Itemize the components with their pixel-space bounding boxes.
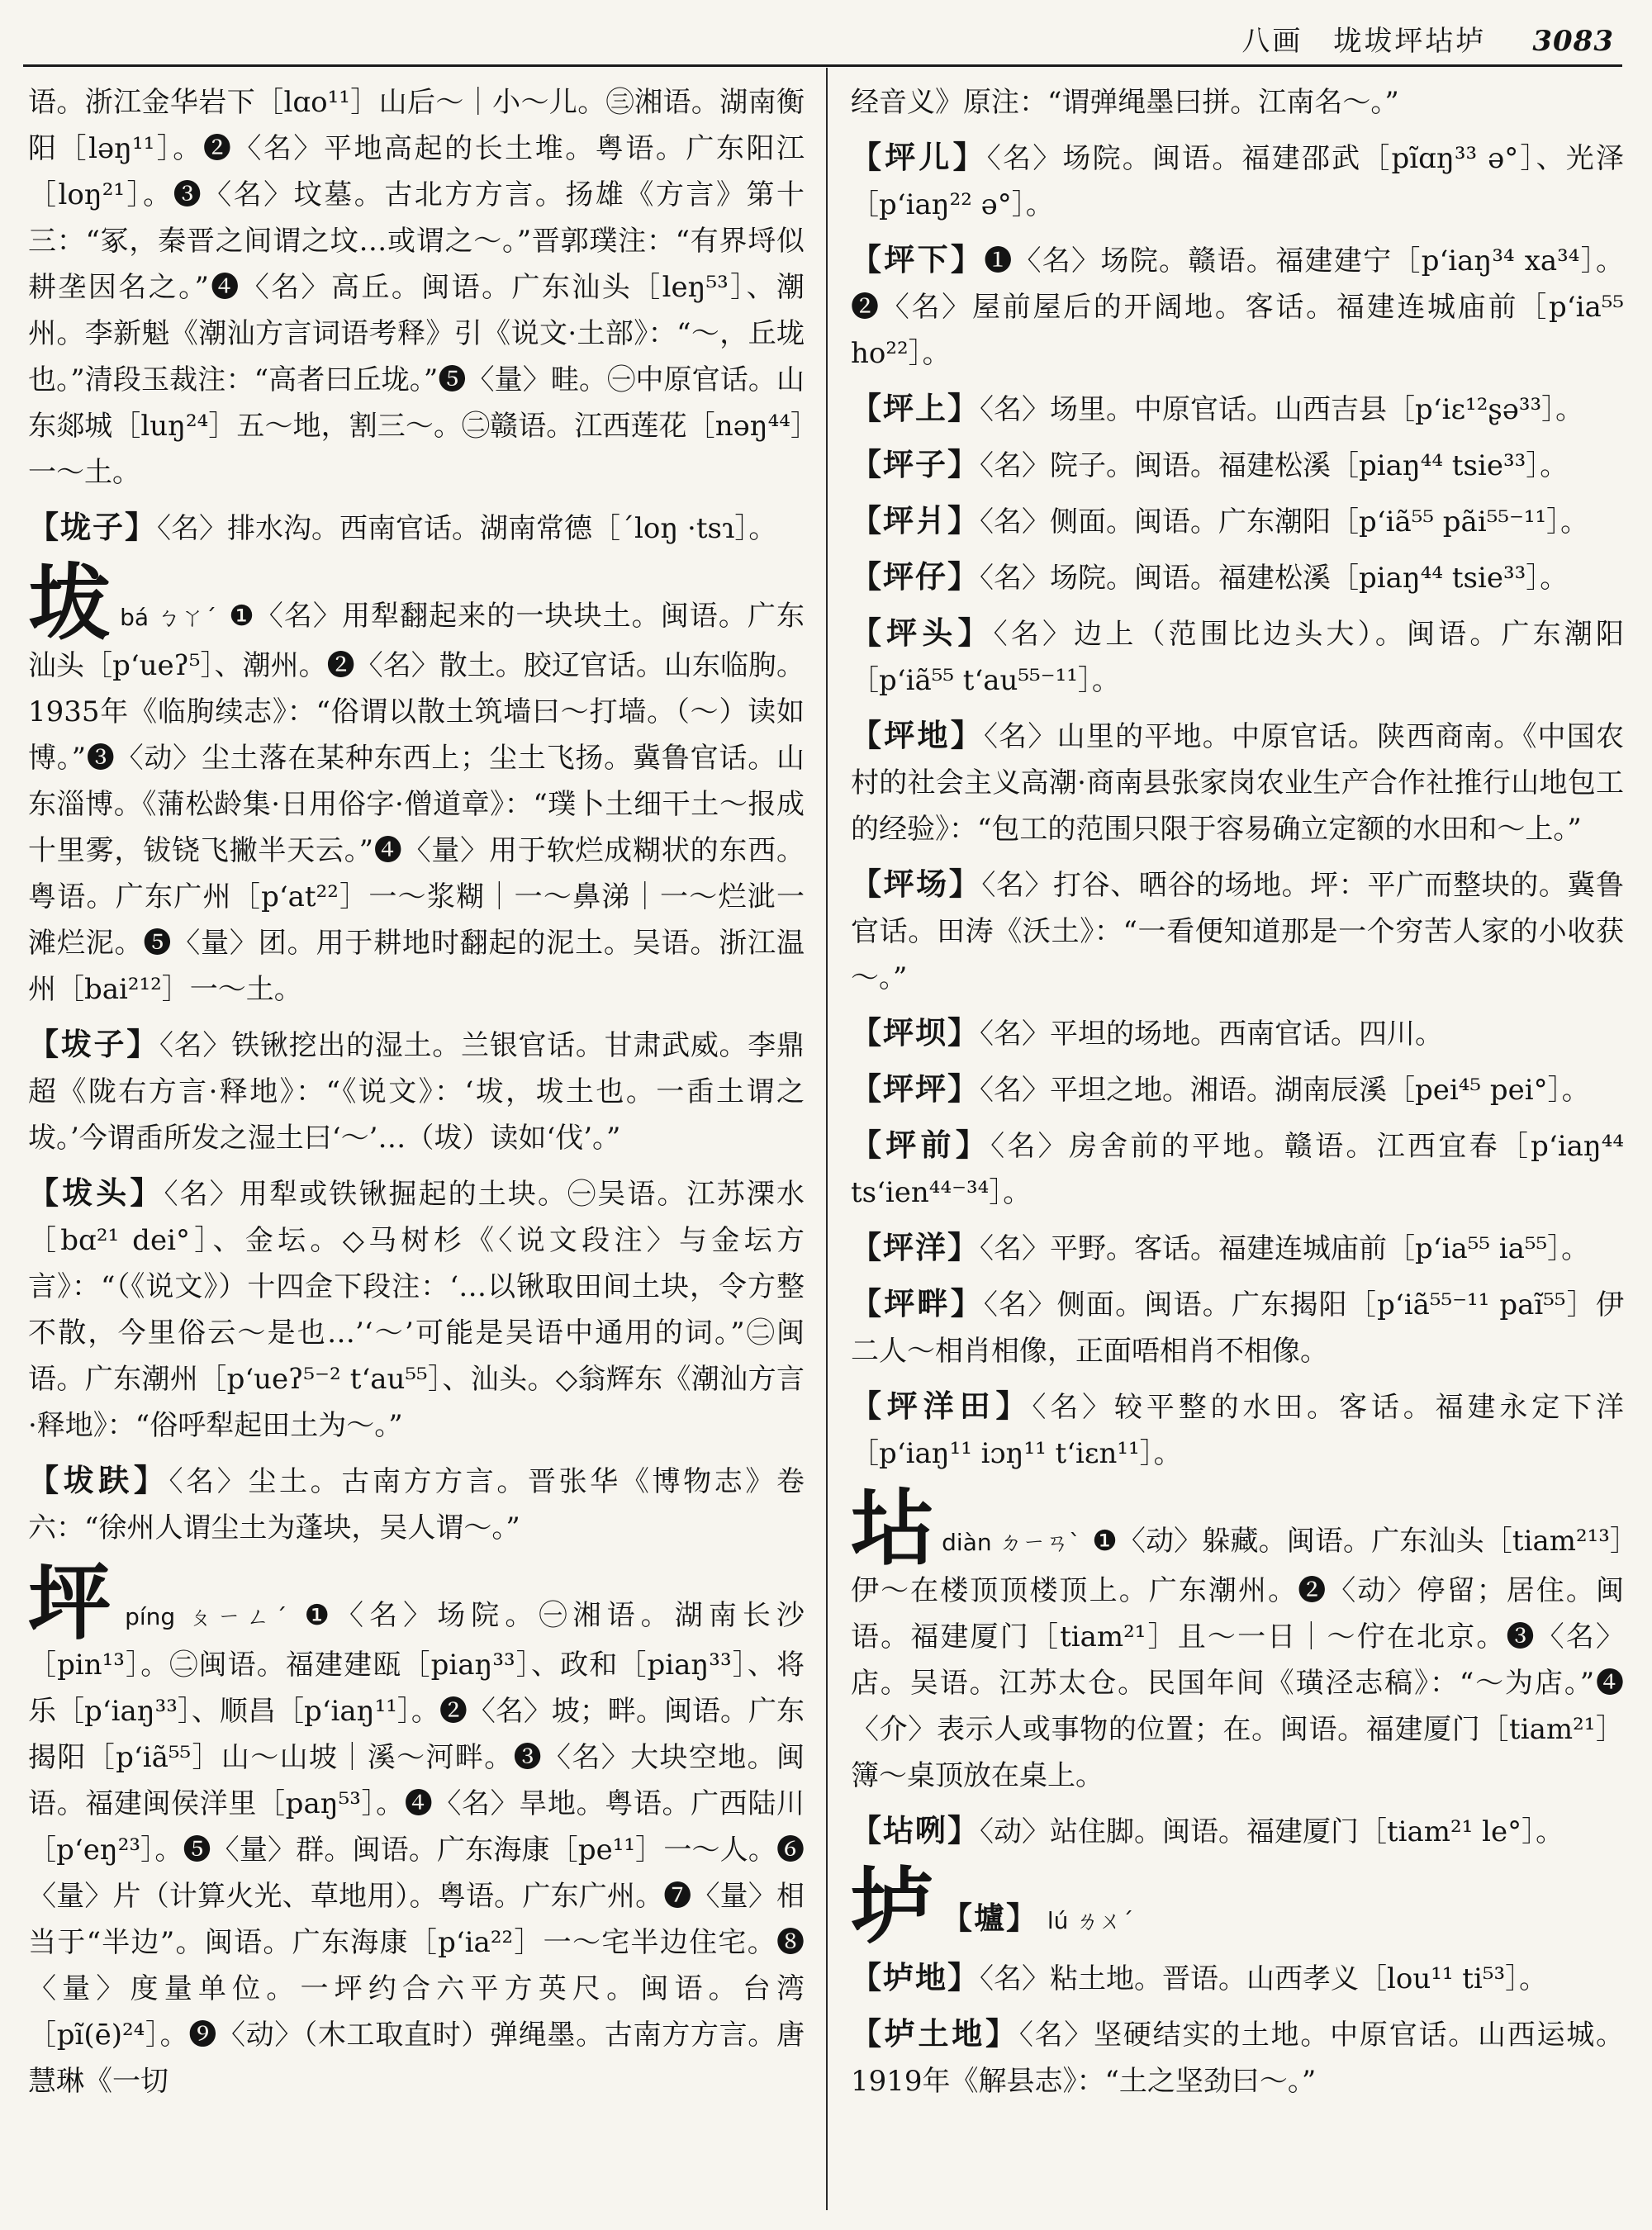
entry	[851, 441, 1624, 489]
entry-headword: 【坪畔】	[851, 1285, 984, 1321]
entry-text: 〈名〉院子。闽语。福建松溪［piaŋ⁴⁴ tsie³³］。	[980, 449, 1569, 482]
entry-headword: 【坪下】	[851, 241, 985, 278]
entry-text: 〈名〉铁锹挖出的湿土。兰银官话。甘肃武威。李鼎超《陇右方言·释地》：“《说文》：‘坺，坺土也。一臿土谓之坺。’今谓臿所发之湿土曰‘～’…（坺）读如‘伐’。”	[28, 1029, 805, 1155]
entry-text: 〈名〉场院。闽语。福建松溪［piaŋ⁴⁴ tsie³³］。	[980, 562, 1569, 595]
column-divider	[826, 68, 828, 2210]
entry	[851, 1280, 1624, 1374]
entry-text: 〈名〉平野。客话。福建连城庙前［pʻia⁵⁵ ia⁵⁵］。	[980, 1232, 1590, 1265]
entry-headword: 【垆土地】	[851, 2015, 1019, 2052]
entry-text: 〈名〉场里。中原官话。山西吉县［pʻiɛ¹²ʂə³³］。	[980, 393, 1584, 426]
entry-text: 〈名〉边上（范围比边头大）。闽语。广东潮阳［pʻiã⁵⁵ tʻau⁵⁵⁻¹¹］。	[851, 618, 1625, 697]
entry	[851, 236, 1624, 377]
entry-headword: 【坪儿】	[851, 139, 987, 175]
pronunciation: diàn ㄉㄧㄢˋ	[942, 1529, 1081, 1556]
entry-text: 〈名〉坚硬结实的土地。中原官话。山西运城。1919年《解县志》：“土之坚劲曰～。”	[851, 2019, 1625, 2098]
entry	[851, 1807, 1624, 1855]
entry-headword: 【坪上】	[851, 390, 980, 426]
pronunciation: lú ㄌㄨˊ	[1047, 1907, 1134, 1934]
entry-headword: 【坺头】	[28, 1174, 164, 1211]
head-character: 坫	[851, 1479, 934, 1577]
head-character: 坺	[28, 554, 112, 652]
entry	[851, 1954, 1624, 2002]
running-header	[1241, 18, 1614, 59]
entry-headword: 【坪洋】	[851, 1229, 980, 1265]
entry-headword: 【坫咧】	[851, 1812, 980, 1848]
entry-text: 〈名〉用犁或铁锹掘起的土块。㊀吴语。江苏溧水［bɑ²¹ dei°］、金坛。◇马树杉《〈说文段注〉与金坛方言》：“（《说文》）十四佱下段注：‘…以锹取田间土块，令方整不散，今里俗云～是也…’‘～’可能是吴语中通用的词。”㊁闽语。广东潮州［pʻueʔ⁵⁻² tʻau⁵⁵］、汕头。◇翁辉东《潮汕方言·释地》：“俗呼犁起田土为～。”	[28, 1178, 805, 1442]
character-entry	[28, 554, 805, 1013]
entry-text: 〈名〉较平整的水田。客话。福建永定下洋［pʻiaŋ¹¹ iɔŋ¹¹ tʻiɛn¹¹］。	[851, 1391, 1625, 1470]
entry-text: ❶〈动〉躲藏。闽语。广东汕头［tiam²¹³］伊～在楼顶顶楼顶上。广东潮州。❷〈动〉停留；居住。闽语。福建厦门［tiam²¹］且～一日｜～佇在北京。❸〈名〉店。吴语。江苏太仓。民国年间《璜泾志稿》：“～为店。”❹〈介〉表示人或事物的位置；在。闽语。福建厦门［tiam²¹］簿～桌顶放在桌上。	[851, 1525, 1625, 1792]
header-rule	[23, 64, 1622, 67]
entry-text: 〈名〉山里的平地。中原官话。陕西商南。《中国农村的社会主义高潮·商南县张家岗农业生产合作社推行山地包工的经验》：“包工的范围只限于容易确立定额的水田和～上。”	[851, 720, 1625, 846]
entry	[851, 1224, 1624, 1272]
entry	[28, 504, 805, 552]
entry	[851, 861, 1624, 1001]
head-character: 垆	[851, 1858, 933, 1955]
continued-entry-text: 语。浙江金华岩下［lɑo¹¹］山后～｜小～儿。㊂湘语。湖南衡阳［ləŋ¹¹］。❷〈名〉平地高起的长土堆。粤语。广东阳江［loŋ²¹］。❸〈名〉坟墓。古北方方言。扬雄《方言》第十三：“冢，秦晋之间谓之坟…或谓之～。”晋郭璞注：“有界埒似耕垄因名之。”❹〈名〉高丘。闽语。广东汕头［leŋ⁵³］、潮州。李新魁《潮汕方言词语考释》引《说文·土部》：“～，丘垅也。”清段玉裁注：“高者曰丘垅。”❺〈量〉畦。㊀中原官话。山东郯城［luŋ²⁴］五～地，割三～。㊁赣语。江西莲花［nəŋ⁴⁴］一～土。	[28, 86, 805, 489]
entry	[851, 1383, 1624, 1477]
entry	[851, 610, 1624, 704]
entry-headword: 【坪坪】	[851, 1070, 980, 1107]
entry	[851, 712, 1624, 852]
character-entry	[851, 1479, 1625, 1799]
entry	[851, 134, 1624, 228]
entry-headword: 【坪坝】	[851, 1014, 980, 1051]
right-column	[851, 79, 1624, 2113]
entry-text: 〈名〉侧面。闽语。广东揭阳［pʻiã⁵⁵⁻¹¹ paĩ⁵⁵］伊二人～相肖相像，正面唔相肖不相像。	[851, 1288, 1624, 1368]
head-character: 坪	[28, 1554, 117, 1651]
entry-headword: 【坪地】	[851, 717, 984, 753]
pronunciation: bá ㄅㄚˊ	[120, 604, 218, 631]
entry-text: 〈名〉场院。闽语。福建邵武［pĩɑŋ³³ ə°］、光泽［pʻiaŋ²² ə°］。	[851, 142, 1625, 221]
entry-headword: 【坪子】	[851, 446, 980, 482]
entry	[28, 1170, 805, 1449]
entry-text: 〈动〉站住脚。闽语。福建厦门［tiam²¹ le°］。	[980, 1815, 1564, 1848]
entry-text: 〈名〉房舍前的平地。赣语。江西宜春［pʻiaŋ⁴⁴ tsʻien⁴⁴⁻³⁴］。	[851, 1130, 1625, 1209]
entry	[851, 385, 1624, 433]
entry-text: 〈名〉侧面。闽语。广东潮阳［pʻiã⁵⁵ pãi⁵⁵⁻¹¹］。	[980, 505, 1589, 539]
entry-headword: 【坪爿】	[851, 502, 980, 539]
entry-text: 〈名〉尘土。古南方方言。晋张华《博物志》卷六：“徐州人谓尘土为蓬块，吴人谓～。”	[28, 1465, 805, 1544]
entry-text: ❶〈名〉用犁翻起来的一块块土。闽语。广东汕头［pʻueʔ⁵］、潮州。❷〈名〉散土。胶辽官话。山东临朐。1935年《临朐续志》：“俗谓以散土筑墙曰～打墙。（～）读如博。”❸〈动〉尘土落在某种东西上；尘土飞扬。冀鲁官话。山东淄博。《蒲松龄集·日用俗字·僧道章》：“璞卜土细干土～报成十里雾，钹铙飞撇半天云。”❹〈量〉用于软烂成糊状的东西。粤语。广东广州［pʻat²²］一～浆糊｜一～鼻涕｜一～烂泚一滩烂泥。❺〈量〉团。用于耕地时翻起的泥土。吴语。浙江温州［bai²¹²］一～土。	[28, 600, 805, 1006]
entry-headword: 【坪场】	[851, 866, 982, 902]
entry-text: 〈名〉平坦之地。湘语。湖南辰溪［pei⁴⁵ pei°］。	[980, 1074, 1590, 1107]
header-title: 八画 垅坺坪坫垆	[1241, 25, 1487, 58]
entry-headword: 【坪仔】	[851, 558, 980, 595]
left-column	[28, 79, 805, 2113]
entry	[28, 1457, 805, 1551]
entry-text: 〈名〉粘土地。晋语。山西孝义［lou¹¹ ti⁵³］。	[980, 1962, 1548, 1995]
entry-headword: 【坪前】	[851, 1127, 991, 1163]
entry-headword: 【坺趺】	[28, 1462, 169, 1498]
entry	[851, 1009, 1624, 1057]
entry-text: 〈名〉打谷、晒谷的场地。坪：平广而整块的。冀鲁官话。田涛《沃土》：“一看便知道那是一个穷苦人家的小收获～。”	[851, 869, 1625, 994]
entry	[851, 553, 1624, 601]
entry	[851, 1122, 1624, 1216]
entry-headword: 【垆地】	[851, 1959, 980, 1995]
entry-text: 〈名〉排水沟。西南官话。湖南常德［ˊloŋ ·tsɿ］。	[157, 512, 777, 545]
entry-headword: 【坺子】	[28, 1026, 159, 1062]
character-entry	[28, 1554, 805, 2104]
entry-text: ❶〈名〉场院。㊀湘语。湖南长沙［pin¹³］。㊁闽语。福建建瓯［piaŋ³³］、政和［piaŋ³³］、将乐［pʻiaŋ³³］、顺昌［pʻiaŋ¹¹］。❷〈名〉坡；畔。闽语。广东揭阳［pʻiã⁵⁵］山～山坡｜溪～河畔。❸〈名〉大块空地。闽语。福建闽侯洋里［paŋ⁵³］。❹〈名〉旱地。粤语。广西陆川［pʻeŋ²³］。❺〈量〉群。闽语。广东海康［pe¹¹］一～人。❻〈量〉片（计算火光、草地用）。粤语。广东广州。❼〈量〉相当于“半边”。闽语。广东海康［pʻia²²］一～宅半边住宅。❽〈量〉度量单位。一坪约合六平方英尺。闽语。台湾［pĩ(ē)²⁴］。❾〈动〉（木工取直时）弹绳墨。古南方方言。唐慧琳《一切	[28, 1599, 805, 2098]
entry	[851, 1065, 1624, 1113]
entry-headword: 【坪头】	[851, 614, 994, 651]
entry	[851, 2010, 1624, 2104]
variant-form: 【壚】	[942, 1900, 1038, 1936]
entry	[851, 497, 1624, 545]
continued-entry-text: 经音义》原注：“谓弹绳墨曰拼。江南名～。”	[851, 86, 1399, 119]
entry-text: 〈名〉平坦的场地。西南官话。四川。	[980, 1018, 1443, 1051]
entry-text: ❶〈名〉场院。赣语。福建建宁［pʻiaŋ³⁴ xa³⁴］。❷〈名〉屋前屋后的开阔地。客话。福建连城庙前［pʻia⁵⁵ ho²²］。	[851, 244, 1624, 370]
entry-headword: 【垅子】	[28, 509, 157, 545]
entry-headword: 【坪洋田】	[851, 1388, 1032, 1424]
pronunciation: píng ㄆㄧㄥˊ	[125, 1603, 293, 1630]
entry	[28, 1021, 805, 1161]
page-number: 3083	[1532, 25, 1614, 58]
character-entry	[851, 1858, 1624, 1955]
